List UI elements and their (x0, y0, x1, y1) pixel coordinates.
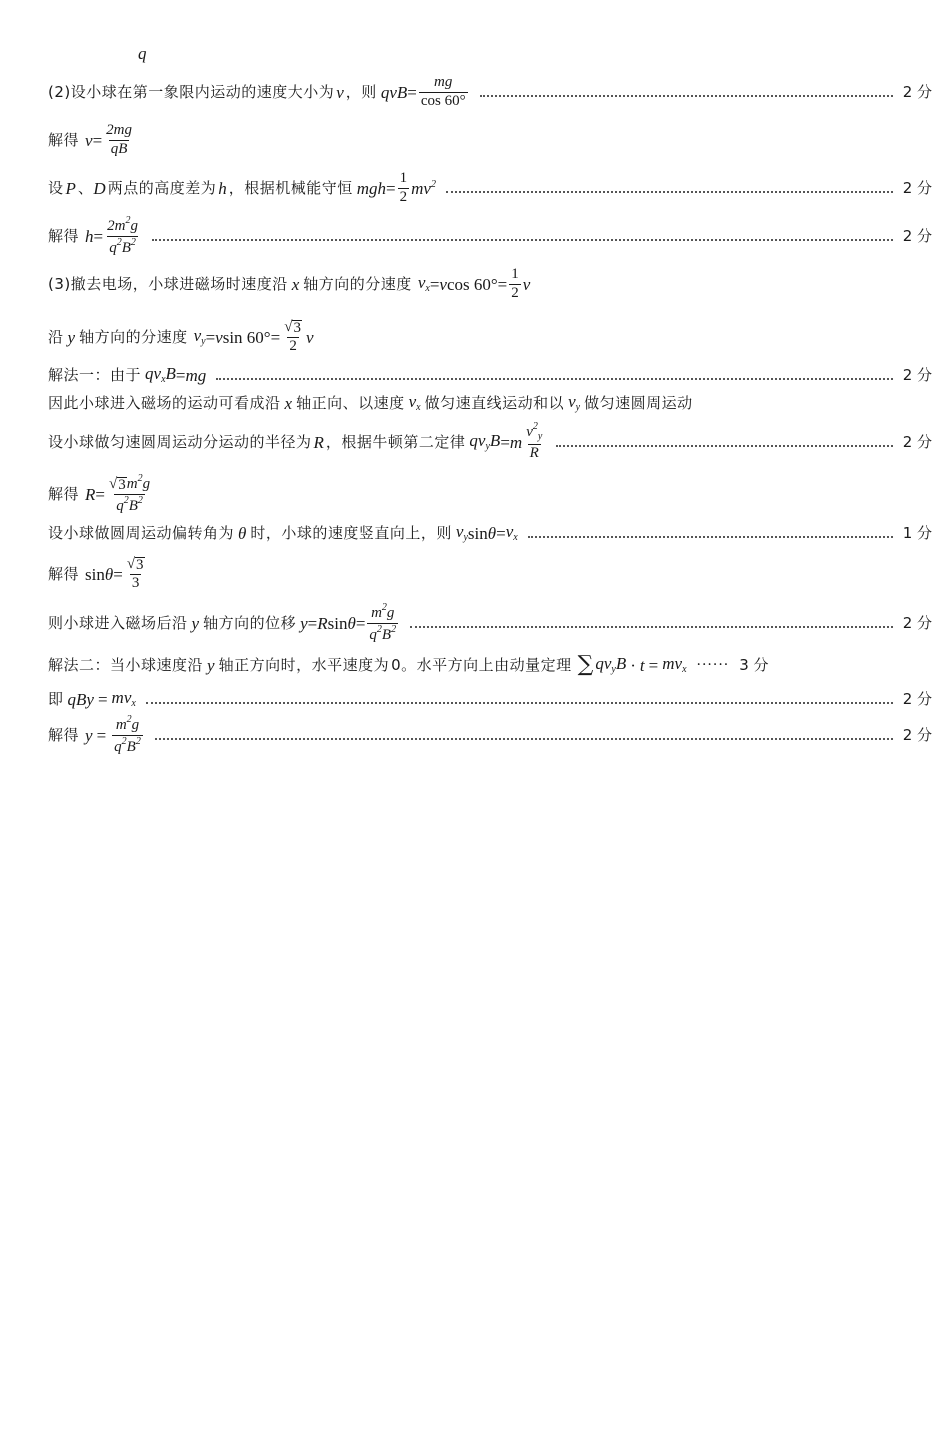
solution-line-vy: 沿 y 轴方向的分速度 $v_y$ = v sin 60°= √ 3 2 v (48, 319, 314, 354)
solution-line-sin: 解得 sin θ = √ 3 3 (48, 556, 144, 591)
method-two-line: 解法二：当小球速度沿 y 轴正方向时，水平速度为 0。水平方向上由动量定理 ∑ $qv_yB$ · t = $mv_x$ ······ 3 分 (48, 652, 769, 677)
motion-decomposition-line: 因此小球进入磁场的运动可看成沿 x 轴正向、以速度 $v_x$ 做匀速直线运动和以 $v_y$ 做匀速圆周运动 (48, 392, 693, 413)
deflection-angle-line: 设小球做圆周运动偏转角为 θ 时，小球的速度竖直向上，则 $v_y$ sin θ = $v_x$ 1 分 (48, 522, 932, 543)
newton-second-law-line: 设小球做匀速圆周运动分运动的半径为 R ，根据牛顿第二定律 $qv_yB$ = m $\frac{v^2_y}{R}$ 2 分 (48, 421, 932, 461)
displacement-line: 则小球进入磁场后沿 y 轴方向的位移 y = R sin θ = $\frac{m^2g}{q^2B^2}$ 2 分 (48, 601, 932, 643)
dot-leader (446, 190, 893, 193)
dot-leader (216, 377, 892, 380)
dot-leader (528, 535, 893, 538)
dot-leader (556, 444, 892, 447)
solution-line-v: 解得 v = $\frac{2mg}{qB}$ (48, 121, 132, 157)
solution-line-y-final: 解得 y = $\frac{m^2g}{q^2B^2}$ 2 分 (48, 713, 932, 755)
dot-leader: ······ (696, 657, 730, 673)
fraction-mg-cos60: $\frac{mg}{\cos 60^\circ}$ (420, 73, 466, 109)
dot-leader (152, 238, 893, 241)
solution-line-3: (3)撤去电场，小球进磁场时速度沿 x 轴方向的分速度 $v_x$ = v cos 60°= $\frac{1}{2}$ v (48, 265, 531, 301)
dot-leader (480, 94, 893, 97)
dot-leader (146, 701, 893, 704)
solution-line-h: 解得 h = $\frac{2m^2g}{q^2B^2}$ 2 分 (48, 214, 932, 256)
solution-line-2: (2)设小球在第一象限内运动的速度大小为 v ，则 qvB = $\frac{mg}{\cos 60^\circ}$ 2 分 (48, 73, 932, 109)
solution-line-qBy: 即 qBy = $mv_x$ 2 分 (48, 688, 932, 709)
score: 2 分 (902, 82, 932, 101)
dot-leader (410, 625, 893, 628)
solution-line-R: 解得 R = √ 3 $m^2g$ $q^2B^2$ (48, 472, 151, 514)
method-one-line: 解法一：由于 $qv_xB$ = mg 2 分 (48, 364, 932, 385)
fragment-q: q (138, 44, 147, 63)
dot-leader (155, 737, 893, 740)
solution-line-energy: 设 P 、 D 两点的高度差为 h ，根据机械能守恒 mgh = $\frac{1}{2}$ $mv^2$ 2 分 (48, 169, 932, 205)
fraction-v: $\frac{2mg}{qB}$ (106, 121, 132, 157)
